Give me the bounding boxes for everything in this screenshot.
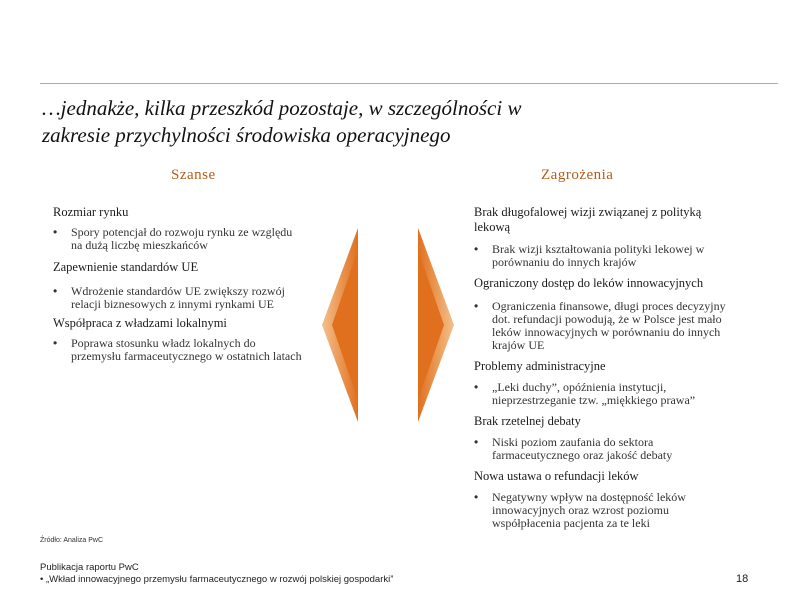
bullet-text: dot. refundacji powodują, że w Polsce jest mało <box>492 312 722 326</box>
section-title: Ograniczony dostęp do leków innowacyjnych <box>474 276 704 290</box>
section-local-authorities <box>53 316 323 363</box>
bullet-text: przemysłu farmaceutycznego w ostatnich latach <box>71 349 302 363</box>
section-title: Nowa ustawa o refundacji leków <box>474 469 639 483</box>
section-eu-standards <box>53 260 323 311</box>
bullet-text: relacji biznesowych z innymi rynkami UE <box>71 297 274 311</box>
source-note: Źródło: Analiza PwC <box>40 537 104 544</box>
list-item <box>474 243 759 269</box>
bullet-icon: • <box>474 435 479 449</box>
list-item <box>474 300 759 352</box>
section-title-line: lekową <box>474 220 511 234</box>
bullet-text: Brak wizji kształtowania polityki lekowej w <box>492 242 705 256</box>
footer-publication <box>40 562 393 586</box>
title-line-2: zakresie przychylności środowiska operacyjnego <box>42 123 451 147</box>
bullet-text: „Leki duchy”, opóźnienia instytucji, <box>492 380 667 394</box>
bullet-icon: • <box>474 299 479 313</box>
arrows-graphic <box>318 228 458 422</box>
section-limited-access <box>474 276 759 352</box>
bullet-text: Poprawa stosunku władz lokalnych do <box>71 336 256 350</box>
list-item <box>53 337 323 363</box>
title-line-1: …jednakże, kilka przeszkód pozostaje, w szczególności w <box>42 96 522 120</box>
bullet-text: krajów UE <box>492 338 545 352</box>
section-market-size <box>53 205 323 252</box>
bullet-icon: • <box>474 380 479 394</box>
section-title <box>474 205 759 235</box>
section-title-line: Brak długofalowej wizji związanej z polityką <box>474 205 702 219</box>
section-title: Brak rzetelnej debaty <box>474 414 581 428</box>
bullet-text: nieprzestrzeganie tzw. „miękkiego prawa” <box>492 393 696 407</box>
list-item <box>474 436 759 462</box>
section-title: Rozmiar rynku <box>53 205 129 219</box>
list-item <box>474 381 759 407</box>
bullet-icon: • <box>40 574 44 585</box>
section-new-reimbursement-act <box>474 469 759 530</box>
bullet-text: Ograniczenia finansowe, długi proces decyzyjny <box>492 299 726 313</box>
publication-label: Publikacja raportu PwC <box>40 562 139 573</box>
bullet-text: Spory potencjał do rozwoju rynku ze względu <box>71 225 293 239</box>
bullet-text: Negatywny wpływ na dostępność leków <box>492 490 686 504</box>
section-title: Współpraca z władzami lokalnymi <box>53 316 227 330</box>
bullet-text: porównaniu do innych krajów <box>492 255 637 269</box>
section-no-long-term-vision <box>474 205 759 269</box>
right-arrow-icon <box>418 228 454 422</box>
threats-heading: Zagrożenia <box>541 167 614 183</box>
bullet-text: współpłacenia pacjenta za te leki <box>492 516 650 530</box>
bullet-text: Niski poziom zaufania do sektora <box>492 435 654 449</box>
slide-title <box>42 95 772 149</box>
page-number: 18 <box>736 573 749 585</box>
bullet-icon: • <box>474 490 479 504</box>
list-item <box>53 285 323 311</box>
left-arrow-icon <box>322 228 358 422</box>
opportunities-heading: Szanse <box>171 167 216 183</box>
bullet-text: leków innowacyjnych w porównaniu do innych <box>492 325 721 339</box>
bullet-icon: • <box>53 225 58 239</box>
list-item <box>53 226 323 252</box>
list-item <box>474 491 759 530</box>
bullet-text: Wdrożenie standardów UE zwiększy rozwój <box>71 284 285 298</box>
bullet-text: na dużą liczbę mieszkańców <box>71 238 208 252</box>
section-title: Zapewnienie standardów UE <box>53 260 199 274</box>
bullet-icon: • <box>53 336 58 350</box>
bullet-icon: • <box>474 242 479 256</box>
section-title: Problemy administracyjne <box>474 359 606 373</box>
section-no-debate <box>474 414 759 462</box>
publication-title: „Wkład innowacyjnego przemysłu farmaceutycznego w rozwój polskiej gospodarki” <box>45 574 394 585</box>
bullet-icon: • <box>53 284 58 298</box>
header-rule <box>40 83 778 84</box>
section-administrative-problems <box>474 359 759 407</box>
bullet-text: innowacyjnych oraz wzrost poziomu <box>492 503 669 517</box>
bullet-text: farmaceutycznego oraz jakość debaty <box>492 448 673 462</box>
